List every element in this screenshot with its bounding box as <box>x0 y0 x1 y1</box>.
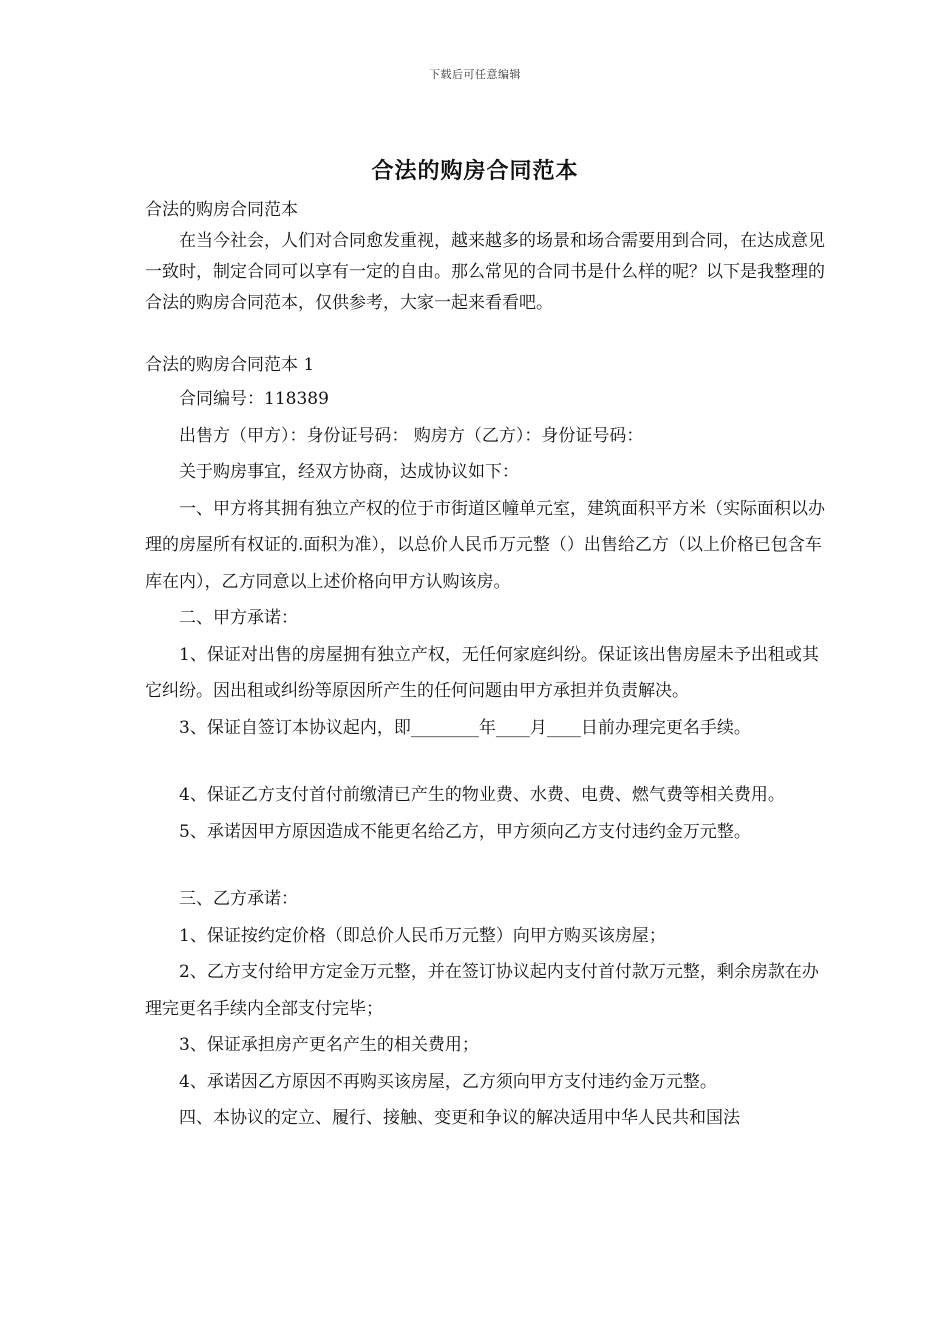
spacer <box>145 746 835 777</box>
page-header-note: 下载后可任意编辑 <box>429 68 521 81</box>
intro-paragraph: 在当今社会，人们对合同愈发重视，越来越多的场景和场合需要用到合同，在达成意见一致时，制定合同可以享有一定的自由。那么常见的合同书是什么样的呢？以下是我整理的合法的购房合同范本，仅供参考，大家一起来看看吧。 <box>145 231 825 313</box>
clause-3-item-4: 4、承诺因乙方原因不再购买该房屋，乙方须向甲方支付违约金万元整。 <box>179 1071 717 1092</box>
document-title: 合法的购房合同范本 <box>371 158 579 184</box>
clause-2-heading: 二、甲方承诺： <box>179 608 298 628</box>
clause-3-item-3: 3、保证承担房产更名产生的相关费用； <box>179 1035 479 1055</box>
clause-4: 四、本协议的定立、履行、接触、变更和争议的解决适用中华人民共和国法 <box>179 1108 740 1128</box>
clause-1: 一、甲方将其拥有独立产权的位于市街道区幢单元室，建筑面积平方米（实际面积以办理的房屋所有权证的.面积为准），以总价人民币万元整（）出售给乙方（以上价格已包含车库在内），乙方同意以上述价格向甲方认购该房。 <box>145 498 825 592</box>
spacer <box>145 850 835 881</box>
section-heading: 合法的购房合同范本 1 <box>145 355 315 375</box>
agreement-intro: 关于购房事宜，经双方协商，达成协议如下： <box>179 462 519 482</box>
clause-3-item-1: 1、保证按约定价格（即总价人民币万元整）向甲方购买该房屋； <box>179 925 666 946</box>
spacer <box>145 319 835 350</box>
clause-2-item-5: 5、承诺因甲方原因造成不能更名给乙方，甲方须向乙方支付违约金万元整。 <box>179 821 751 842</box>
contract-number: 合同编号：118389 <box>179 389 329 409</box>
parties-line: 出售方（甲方）：身份证号码： 购房方（乙方）：身份证号码： <box>179 425 644 446</box>
document-subtitle: 合法的购房合同范本 <box>145 200 298 220</box>
clause-3-item-2: 2、乙方支付给甲方定金万元整，并在签订协议起内支付首付款万元整，剩余房款在办理完更名手续内全部支付完毕； <box>145 962 819 1019</box>
document-body <box>145 195 835 1137</box>
clause-2-item-1: 1、保证对出售的房屋拥有独立产权，无任何家庭纠纷。保证该出售房屋未予出租或其它纠纷。因出租或纠纷等原因所产生的任何问题由甲方承担并负责解决。 <box>145 644 819 701</box>
clause-2-item-4: 4、保证乙方支付首付前缴清已产生的物业费、水费、电费、燃气费等相关费用。 <box>179 785 785 805</box>
clause-2-item-3: 3、保证自签订本协议起内，即________年____月____日前办理完更名手续。 <box>179 717 751 738</box>
clause-3-heading: 三、乙方承诺： <box>179 889 298 909</box>
